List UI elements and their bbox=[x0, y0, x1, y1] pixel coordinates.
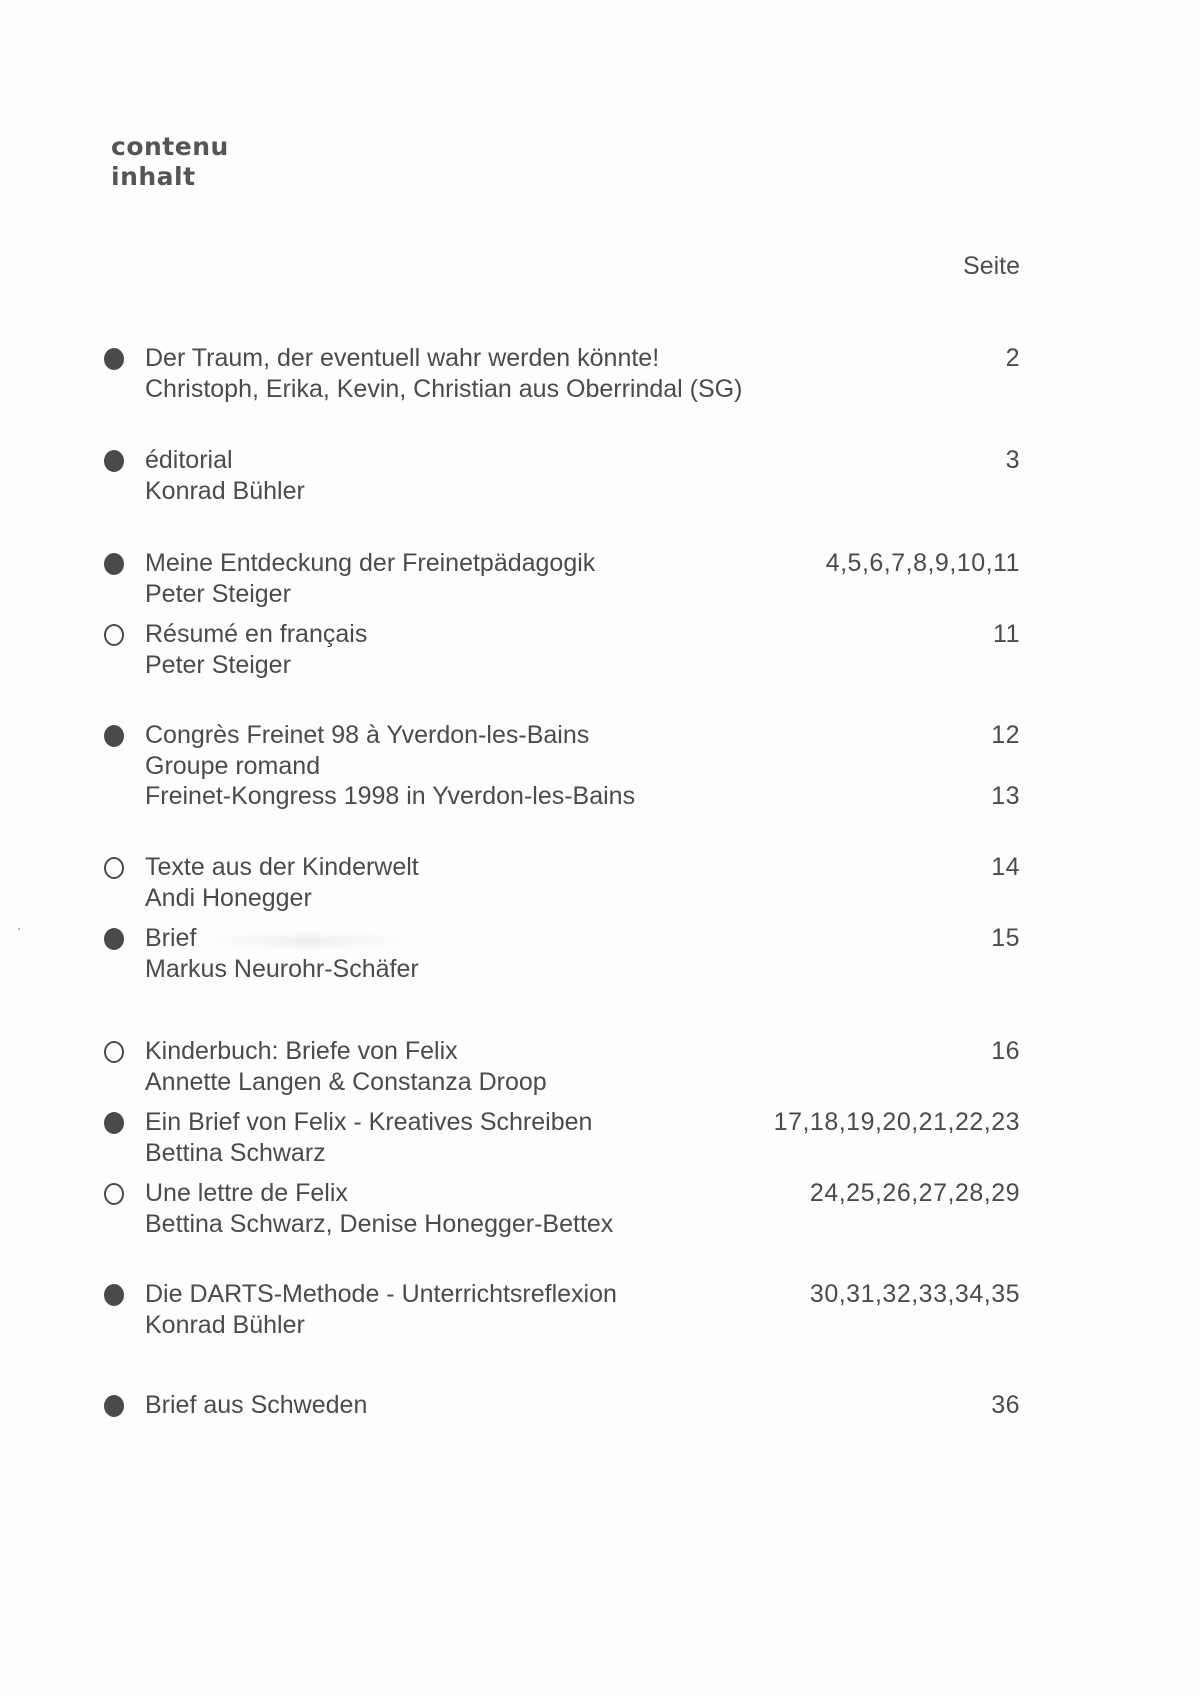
toc-entry[interactable] bbox=[100, 445, 1020, 506]
entry-pages: 17,18,19,20,21,22,23 bbox=[773, 1108, 1020, 1136]
open-bullet-icon bbox=[104, 857, 124, 879]
entry-title: Der Traum, der eventuell wahr werden könnte! bbox=[145, 344, 660, 372]
entry-pages: 2 bbox=[1005, 344, 1020, 372]
toc-entry[interactable] bbox=[100, 1178, 1020, 1239]
entry-title: Congrès Freinet 98 à Yverdon-les-Bains bbox=[145, 721, 590, 749]
filled-bullet-icon bbox=[104, 348, 124, 370]
entry-subtitle: Freinet-Kongress 1998 in Yverdon-les-Bains bbox=[145, 782, 636, 810]
toc-heading bbox=[111, 132, 229, 192]
entry-title: Une lettre de Felix bbox=[145, 1179, 348, 1207]
open-bullet-icon bbox=[104, 1183, 124, 1205]
entry-author: Konrad Bühler bbox=[145, 1310, 305, 1339]
entry-title: Die DARTS-Methode - Unterrichtsreflexion bbox=[145, 1280, 617, 1308]
entry-author: Groupe romand bbox=[145, 751, 321, 780]
entry-title: Résumé en français bbox=[145, 620, 368, 648]
entry-pages: 15 bbox=[991, 924, 1020, 952]
entry-title: Brief aus Schweden bbox=[145, 1391, 368, 1419]
toc-entry[interactable] bbox=[100, 548, 1020, 609]
toc-entry[interactable] bbox=[100, 1279, 1020, 1340]
entry-pages: 12 bbox=[991, 721, 1020, 749]
entry-author: Andi Honegger bbox=[145, 883, 312, 912]
entry-title: éditorial bbox=[145, 446, 233, 474]
entry-author: Markus Neurohr-Schäfer bbox=[145, 954, 419, 983]
entry-author: Annette Langen & Constanza Droop bbox=[145, 1067, 547, 1096]
toc-entry[interactable] bbox=[100, 1390, 1020, 1421]
entry-title: Brief bbox=[145, 924, 197, 952]
entry-title: Texte aus der Kinderwelt bbox=[145, 853, 419, 881]
entry-pages: 24,25,26,27,28,29 bbox=[809, 1179, 1020, 1207]
entry-author: Konrad Bühler bbox=[145, 476, 305, 505]
entry-pages: 11 bbox=[993, 620, 1020, 648]
entry-author: Christoph, Erika, Kevin, Christian aus Oberrindal (SG) bbox=[145, 374, 743, 403]
open-bullet-icon bbox=[104, 1041, 124, 1063]
page-column-label: Seite bbox=[963, 252, 1020, 280]
entry-title: Kinderbuch: Briefe von Felix bbox=[145, 1037, 458, 1065]
entry-pages: 36 bbox=[991, 1391, 1020, 1419]
open-bullet-icon bbox=[104, 624, 124, 646]
entry-author: Peter Steiger bbox=[145, 579, 291, 608]
filled-bullet-icon bbox=[104, 450, 124, 472]
entry-title: Ein Brief von Felix - Kreatives Schreiben bbox=[145, 1108, 593, 1136]
filled-bullet-icon bbox=[104, 1395, 124, 1417]
entry-pages: 3 bbox=[1005, 446, 1020, 474]
toc-entry[interactable] bbox=[100, 852, 1020, 913]
heading-contenu: contenu bbox=[111, 132, 229, 161]
entry-pages: 14 bbox=[991, 853, 1020, 881]
entry-author: Bettina Schwarz bbox=[145, 1138, 326, 1167]
entry-pages: 16 bbox=[991, 1037, 1020, 1065]
filled-bullet-icon bbox=[104, 928, 124, 950]
filled-bullet-icon bbox=[104, 553, 124, 575]
toc-entry[interactable] bbox=[100, 1107, 1020, 1168]
entry-sub-pages: 13 bbox=[991, 782, 1020, 810]
toc-entry[interactable] bbox=[100, 720, 1020, 812]
scan-dot bbox=[18, 928, 20, 930]
entry-author: Bettina Schwarz, Denise Honegger-Bettex bbox=[145, 1209, 614, 1238]
toc-entry[interactable] bbox=[100, 1036, 1020, 1097]
entry-pages: 30,31,32,33,34,35 bbox=[809, 1280, 1020, 1308]
entry-author: Peter Steiger bbox=[145, 650, 291, 679]
heading-inhalt: inhalt bbox=[111, 162, 196, 191]
toc-entry[interactable] bbox=[100, 619, 1020, 680]
entry-title: Meine Entdeckung der Freinetpädagogik bbox=[145, 549, 596, 577]
scan-smudge bbox=[208, 930, 408, 952]
entry-pages: 4,5,6,7,8,9,10,11 bbox=[825, 549, 1020, 577]
filled-bullet-icon bbox=[104, 725, 124, 747]
filled-bullet-icon bbox=[104, 1284, 124, 1306]
toc-entry[interactable] bbox=[100, 343, 1020, 404]
filled-bullet-icon bbox=[104, 1112, 124, 1134]
